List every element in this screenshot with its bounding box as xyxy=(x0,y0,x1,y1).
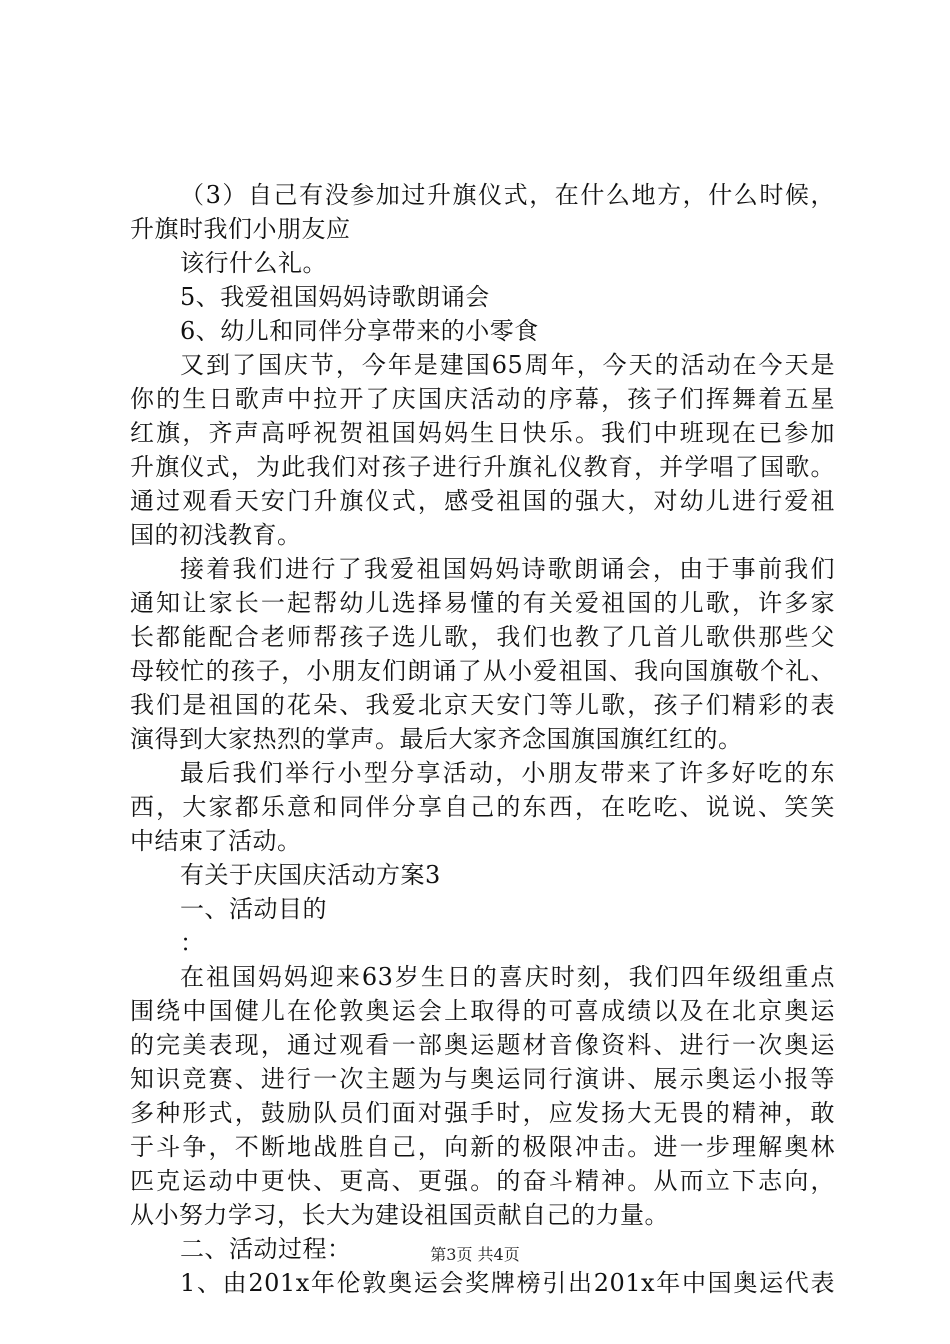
text-line: 匹克运动中更快、更高、更强。的奋斗精神。从而立下志向， xyxy=(130,1167,835,1195)
text-line: 长都能配合老师帮孩子选儿歌，我们也教了几首儿歌供那些父 xyxy=(130,623,835,651)
text-line: 知识竞赛、进行一次主题为与奥运同行演讲、展示奥运小报等 xyxy=(130,1065,835,1093)
text-line: 升旗时我们小朋友应 xyxy=(130,215,351,243)
text-line: 演得到大家热烈的掌声。最后大家齐念国旗国旗红红的。 xyxy=(130,725,743,753)
text-line: 该行什么礼。 xyxy=(180,249,327,277)
text-line: 西，大家都乐意和同伴分享自己的东西，在吃吃、说说、笑笑 xyxy=(130,793,835,821)
text-line: 于斗争，不断地战胜自己，向新的极限冲击。进一步理解奥林 xyxy=(130,1133,835,1161)
text-line: 的完美表现，通过观看一部奥运题材音像资料、进行一次奥运 xyxy=(130,1031,835,1059)
text-line: 国的初浅教育。 xyxy=(130,521,302,549)
text-line: 红旗，齐声高呼祝贺祖国妈妈生日快乐。我们中班现在已参加 xyxy=(130,419,835,447)
text-line: 围绕中国健儿在伦敦奥运会上取得的可喜成绩以及在北京奥运 xyxy=(130,997,835,1025)
text-line: 多种形式，鼓励队员们面对强手时，应发扬大无畏的精神，敢 xyxy=(130,1099,835,1127)
text-line: 接着我们进行了我爱祖国妈妈诗歌朗诵会，由于事前我们 xyxy=(180,555,835,583)
text-line: 从小努力学习，长大为建设祖国贡献自己的力量。 xyxy=(130,1201,669,1229)
text-line: 在祖国妈妈迎来63岁生日的喜庆时刻，我们四年级组重点 xyxy=(180,963,835,991)
text-line: 二、活动过程： xyxy=(180,1235,352,1263)
page-footer: 第3页 共4页 xyxy=(430,1245,520,1264)
text-line: 又到了国庆节，今年是建国65周年，今天的活动在今天是 xyxy=(180,351,835,379)
text-line: 你的生日歌声中拉开了庆国庆活动的序幕，孩子们挥舞着五星 xyxy=(130,385,835,413)
text-line: 通过观看天安门升旗仪式，感受祖国的强大，对幼儿进行爱祖 xyxy=(130,487,835,515)
text-line: 有关于庆国庆活动方案3 xyxy=(180,861,441,889)
text-line: 最后我们举行小型分享活动，小朋友带来了许多好吃的东 xyxy=(180,759,835,787)
text-line: 我们是祖国的花朵、我爱北京天安门等儿歌，孩子们精彩的表 xyxy=(130,691,835,719)
text-line: 6、幼儿和同伴分享带来的小零食 xyxy=(180,317,539,345)
text-line: 升旗仪式，为此我们对孩子进行升旗礼仪教育，并学唱了国歌。 xyxy=(130,453,835,481)
text-line: （3）自己有没参加过升旗仪式，在什么地方，什么时候， xyxy=(180,181,835,209)
text-line: 通知让家长一起帮幼儿选择易懂的有关爱祖国的儿歌，许多家 xyxy=(130,589,835,617)
text-line: ： xyxy=(180,929,205,957)
text-line: 母较忙的孩子，小朋友们朗诵了从小爱祖国、我向国旗敬个礼、 xyxy=(130,657,835,685)
text-line: 中结束了活动。 xyxy=(130,827,302,855)
text-line: 1、由201x年伦敦奥运会奖牌榜引出201x年中国奥运代表 xyxy=(180,1269,835,1297)
text-line: 一、活动目的 xyxy=(180,895,327,923)
text-line: 5、我爱祖国妈妈诗歌朗诵会 xyxy=(180,283,490,311)
document-body xyxy=(130,178,835,1300)
